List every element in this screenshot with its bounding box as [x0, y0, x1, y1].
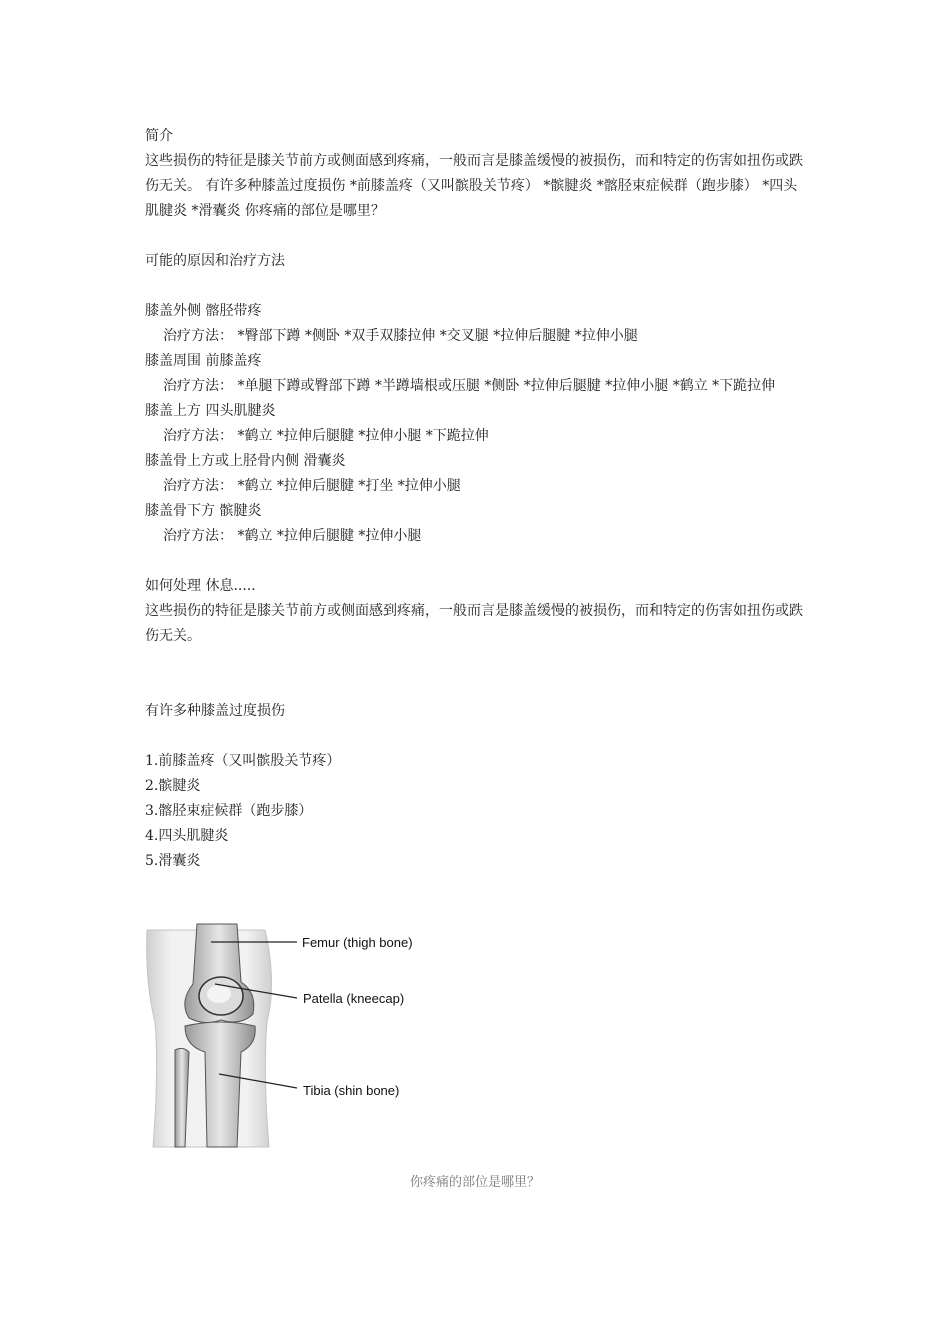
cause-location: 膝盖周围 前膝盖疼	[145, 353, 262, 369]
figure-caption: 你疼痛的部位是哪里？	[409, 1175, 540, 1190]
cause-location: 膝盖骨上方或上胫骨内侧 滑囊炎	[145, 453, 346, 469]
injury-list-item: 3.髂胫束症候群（跑步膝）	[145, 803, 313, 819]
intro-heading: 简介	[145, 128, 173, 144]
handling-heading: 如何处理 休息.....	[145, 578, 256, 594]
injury-list-item: 1.前膝盖疼（又叫髌股关节疼）	[145, 753, 341, 769]
knee-anatomy-figure	[145, 922, 445, 1154]
cause-treatment: 治疗方法： *鹤立 *拉伸后腿腱 *拉伸小腿 *下跪拉伸	[163, 428, 489, 444]
cause-location: 膝盖骨下方 髌腱炎	[145, 503, 262, 519]
patella-label: Patella (kneecap)	[303, 991, 405, 1006]
injury-list-item: 5.滑囊炎	[145, 853, 201, 869]
femur-label: Femur (thigh bone)	[302, 935, 413, 950]
intro-paragraph: 这些损伤的特征是膝关节前方或侧面感到疼痛，一般而言是膝盖缓慢的被损伤，而和特定的伤害如扭伤或跌伤无关。 有许多种膝盖过度损伤 *前膝盖疼（又叫髌股关节疼） *髌腱炎 *髂胫束症候群（跑步膝） *四头肌腱炎 *滑囊炎 你疼痛的部位是哪里？	[145, 153, 803, 219]
cause-treatment: 治疗方法： *鹤立 *拉伸后腿腱 *拉伸小腿	[163, 528, 422, 544]
causes-heading: 可能的原因和治疗方法	[145, 253, 285, 269]
document-body	[145, 124, 810, 874]
cause-location: 膝盖外侧 髂胫带疼	[145, 303, 262, 319]
cause-location: 膝盖上方 四头肌腱炎	[145, 403, 276, 419]
knee-illustration	[145, 922, 445, 1154]
injuries-heading: 有许多种膝盖过度损伤	[145, 703, 285, 719]
injury-list-item: 2.髌腱炎	[145, 778, 201, 794]
cause-treatment: 治疗方法： *单腿下蹲或臀部下蹲 *半蹲墙根或压腿 *侧卧 *拉伸后腿腱 *拉伸小腿 *鹤立 *下跪拉伸	[163, 378, 776, 394]
injury-list-item: 4.四头肌腱炎	[145, 828, 229, 844]
tibia-label: Tibia (shin bone)	[303, 1083, 400, 1098]
handling-paragraph: 这些损伤的特征是膝关节前方或侧面感到疼痛，一般而言是膝盖缓慢的被损伤，而和特定的伤害如扭伤或跌伤无关。	[145, 603, 803, 644]
cause-treatment: 治疗方法： *鹤立 *拉伸后腿腱 *打坐 *拉伸小腿	[163, 478, 461, 494]
cause-treatment: 治疗方法： *臀部下蹲 *侧卧 *双手双膝拉伸 *交叉腿 *拉伸后腿腱 *拉伸小腿	[163, 328, 638, 344]
